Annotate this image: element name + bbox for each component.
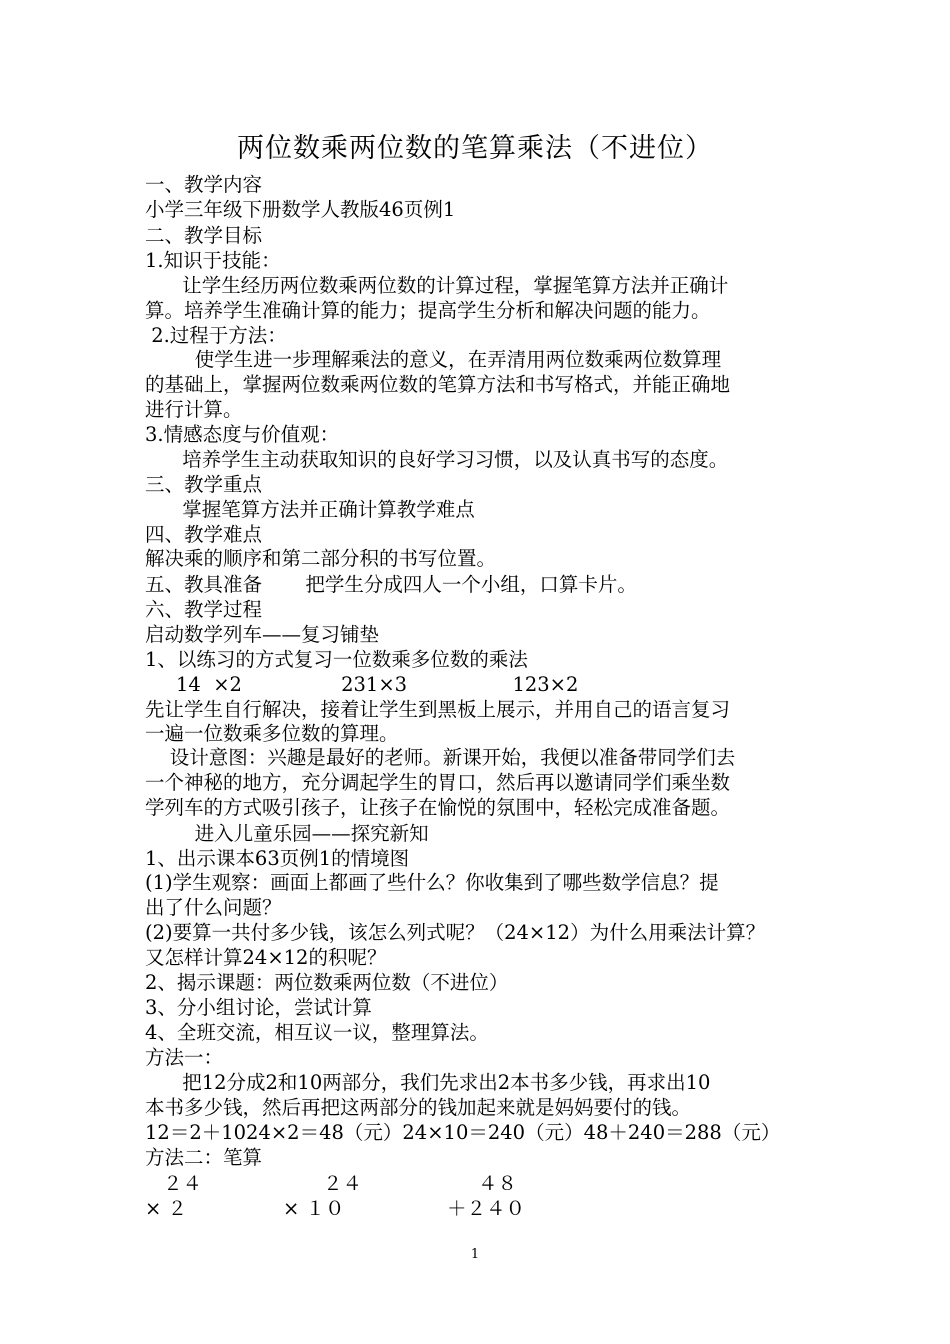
text-line: 又怎样计算24×12的积呢？ bbox=[145, 946, 387, 969]
text-line: 学列车的方式吸引孩子，让孩子在愉悦的氛围中，轻松完成准备题。 bbox=[145, 796, 731, 819]
text-line: (2)要算一共付多少钱，该怎么列式呢？（24×12）为什么用乘法计算？ bbox=[145, 921, 766, 944]
vertical-calc-row1-a: ２４ bbox=[163, 1172, 203, 1195]
text-line: (1)学生观察：画面上都画了些什么？你收集到了哪些数学信息？提 bbox=[145, 871, 719, 894]
text-line: 五、教具准备 把学生分成四人一个小组，口算卡片。 bbox=[145, 573, 637, 596]
text-line: 12＝2＋1024×2＝48（元）24×10＝240（元）48＋240＝288（元） bbox=[145, 1121, 781, 1144]
vertical-calc-row1-b: ２４ bbox=[323, 1172, 363, 1195]
text-line: 小学三年级下册数学人教版46页例1 bbox=[145, 198, 456, 221]
text-line: 进入儿童乐园——探究新知 bbox=[145, 822, 429, 845]
text-line: 1.知识于技能： bbox=[145, 249, 281, 272]
text-line: 进行计算。 bbox=[145, 398, 243, 421]
text-line: 算。培养学生准确计算的能力；提高学生分析和解决问题的能力。 bbox=[145, 299, 711, 322]
vertical-calc-row2-c: ＋２４０ bbox=[447, 1197, 526, 1220]
page-number: 1 bbox=[470, 1247, 480, 1262]
text-line: 3、分小组讨论，尝试计算 bbox=[145, 996, 372, 1019]
text-line: 方法一： bbox=[145, 1046, 224, 1069]
text-line: 设计意图：兴趣是最好的老师。新课开始，我便以准备带同学们去 bbox=[145, 746, 736, 769]
vertical-calc-row1-c: ４８ bbox=[478, 1172, 518, 1195]
text-line: 1、以练习的方式复习一位数乘多位数的乘法 bbox=[145, 648, 528, 671]
vertical-calc-row2-a: × ２ bbox=[145, 1197, 188, 1220]
text-line: 方法二：笔算 bbox=[145, 1146, 263, 1169]
text-line: 2.过程于方法： bbox=[145, 324, 287, 347]
text-line: 解决乘的顺序和第二部分积的书写位置。 bbox=[145, 547, 497, 570]
text-line: 本书多少钱，然后再把这两部分的钱加起来就是妈妈要付的钱。 bbox=[145, 1096, 692, 1119]
text-line: 出了什么问题？ bbox=[145, 896, 282, 919]
text-line: 2、揭示课题：两位数乘两位数（不进位） bbox=[145, 971, 509, 994]
text-line: 三、教学重点 bbox=[145, 473, 263, 496]
text-line: 一、教学内容 bbox=[145, 173, 263, 196]
text-line: 一个神秘的地方，充分调起学生的胃口，然后再以邀请同学们乘坐数 bbox=[145, 771, 731, 794]
text-line: 二、教学目标 bbox=[145, 224, 263, 247]
text-line: 启动数学列车——复习铺垫 bbox=[145, 623, 380, 646]
text-line: 14 ×2 231×3 123×2 bbox=[145, 673, 579, 696]
vertical-calc-row2-b: × １０ bbox=[283, 1197, 345, 1220]
text-line: 四、教学难点 bbox=[145, 523, 263, 546]
text-line: 先让学生自行解决，接着让学生到黑板上展示，并用自己的语言复习 bbox=[145, 698, 731, 721]
text-line: 1、出示课本63页例1的情境图 bbox=[145, 847, 410, 870]
text-line: 掌握笔算方法并正确计算教学难点 bbox=[145, 498, 475, 521]
text-line: 六、教学过程 bbox=[145, 598, 263, 621]
text-line: 把12分成2和10两部分，我们先求出2本书多少钱，再求出10 bbox=[145, 1071, 711, 1094]
text-line: 的基础上，掌握两位数乘两位数的笔算方法和书写格式，并能正确地 bbox=[145, 373, 731, 396]
text-line: 让学生经历两位数乘两位数的计算过程，掌握笔算方法并正确计 bbox=[145, 274, 729, 297]
text-line: 4、全班交流，相互议一议，整理算法。 bbox=[145, 1021, 489, 1044]
text-line: 培养学生主动获取知识的良好学习习惯，以及认真书写的态度。 bbox=[145, 448, 729, 471]
page-title: 两位数乘两位数的笔算乘法（不进位） bbox=[237, 133, 713, 164]
text-line: 一遍一位数乘多位数的算理。 bbox=[145, 722, 399, 745]
text-line: 3.情感态度与价值观： bbox=[145, 423, 340, 446]
text-line: 使学生进一步理解乘法的意义，在弄清用两位数乘两位数算理 bbox=[145, 348, 722, 371]
